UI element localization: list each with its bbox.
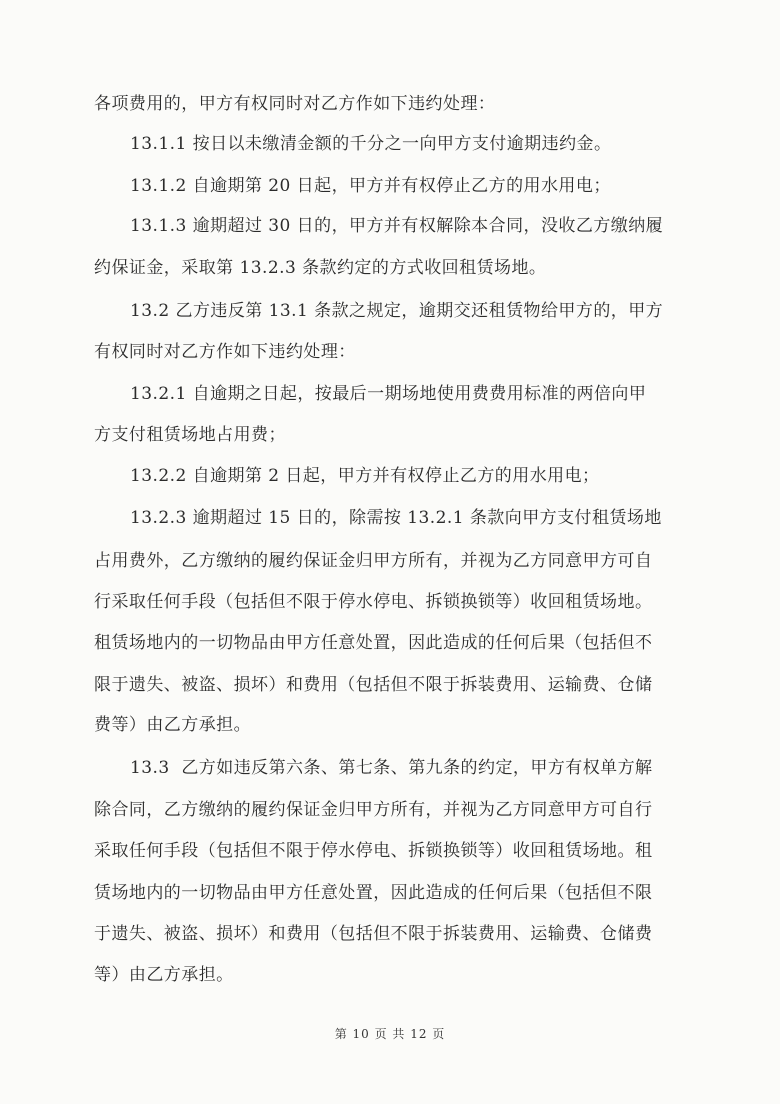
page-number-footer: 第 10 页 共 12 页	[334, 1027, 446, 1041]
text-line: 有权同时对乙方作如下违约处理：	[94, 342, 356, 362]
text-line: 13.1.1 按日以未缴清金额的千分之一向甲方支付逾期违约金。	[130, 134, 612, 154]
text-line: 行采取任何手段（包括但不限于停水停电、拆锁换锁等）收回租赁场地。	[94, 592, 653, 612]
text-line: 于遗失、被盗、损坏）和费用（包括但不限于拆装费用、运输费、仓储费	[94, 924, 653, 944]
text-line: 13.2.2 自逾期第 2 日起，甲方并有权停止乙方的用水用电；	[130, 466, 600, 486]
text-line: 采取任何手段（包括但不限于停水停电、拆锁换锁等）收回租赁场地。租	[94, 841, 653, 861]
text-line: 除合同，乙方缴纳的履约保证金归甲方所有，并视为乙方同意甲方可自行	[94, 800, 653, 820]
text-line: 13.2.3 逾期超过 15 日的，除需按 13.2.1 条款向甲方支付租赁场地	[130, 508, 662, 528]
text-line: 各项费用的，甲方有权同时对乙方作如下违约处理：	[94, 94, 496, 114]
text-line: 13.2 乙方违反第 13.1 条款之规定，逾期交还租赁物给甲方的，甲方	[130, 301, 664, 321]
text-line: 13.2.1 自逾期之日起，按最后一期场地使用费费用标准的两倍向甲	[130, 384, 647, 404]
text-line: 方支付租赁场地占用费；	[94, 425, 286, 445]
text-line: 租赁场地内的一切物品由甲方任意处置，因此造成的任何后果（包括但不	[94, 633, 653, 653]
text-line: 等）由乙方承担。	[94, 965, 234, 985]
text-line: 约保证金，采取第 13.2.3 条款约定的方式收回租赁场地。	[94, 258, 547, 278]
text-line: 费等）由乙方承担。	[94, 715, 252, 735]
text-line: 13.3 乙方如违反第六条、第七条、第九条的约定，甲方有权单方解	[130, 758, 653, 778]
text-line: 13.1.2 自逾期第 20 日起，甲方并有权停止乙方的用水用电；	[130, 176, 611, 196]
text-line: 13.1.3 逾期超过 30 日的，甲方并有权解除本合同，没收乙方缴纳履	[130, 216, 664, 236]
text-line: 限于遗失、被盗、损坏）和费用（包括但不限于拆装费用、运输费、仓储	[94, 675, 653, 695]
text-line: 赁场地内的一切物品由甲方任意处置，因此造成的任何后果（包括但不限	[94, 883, 653, 903]
text-line: 占用费外，乙方缴纳的履约保证金归甲方所有，并视为乙方同意甲方可自	[94, 551, 653, 571]
